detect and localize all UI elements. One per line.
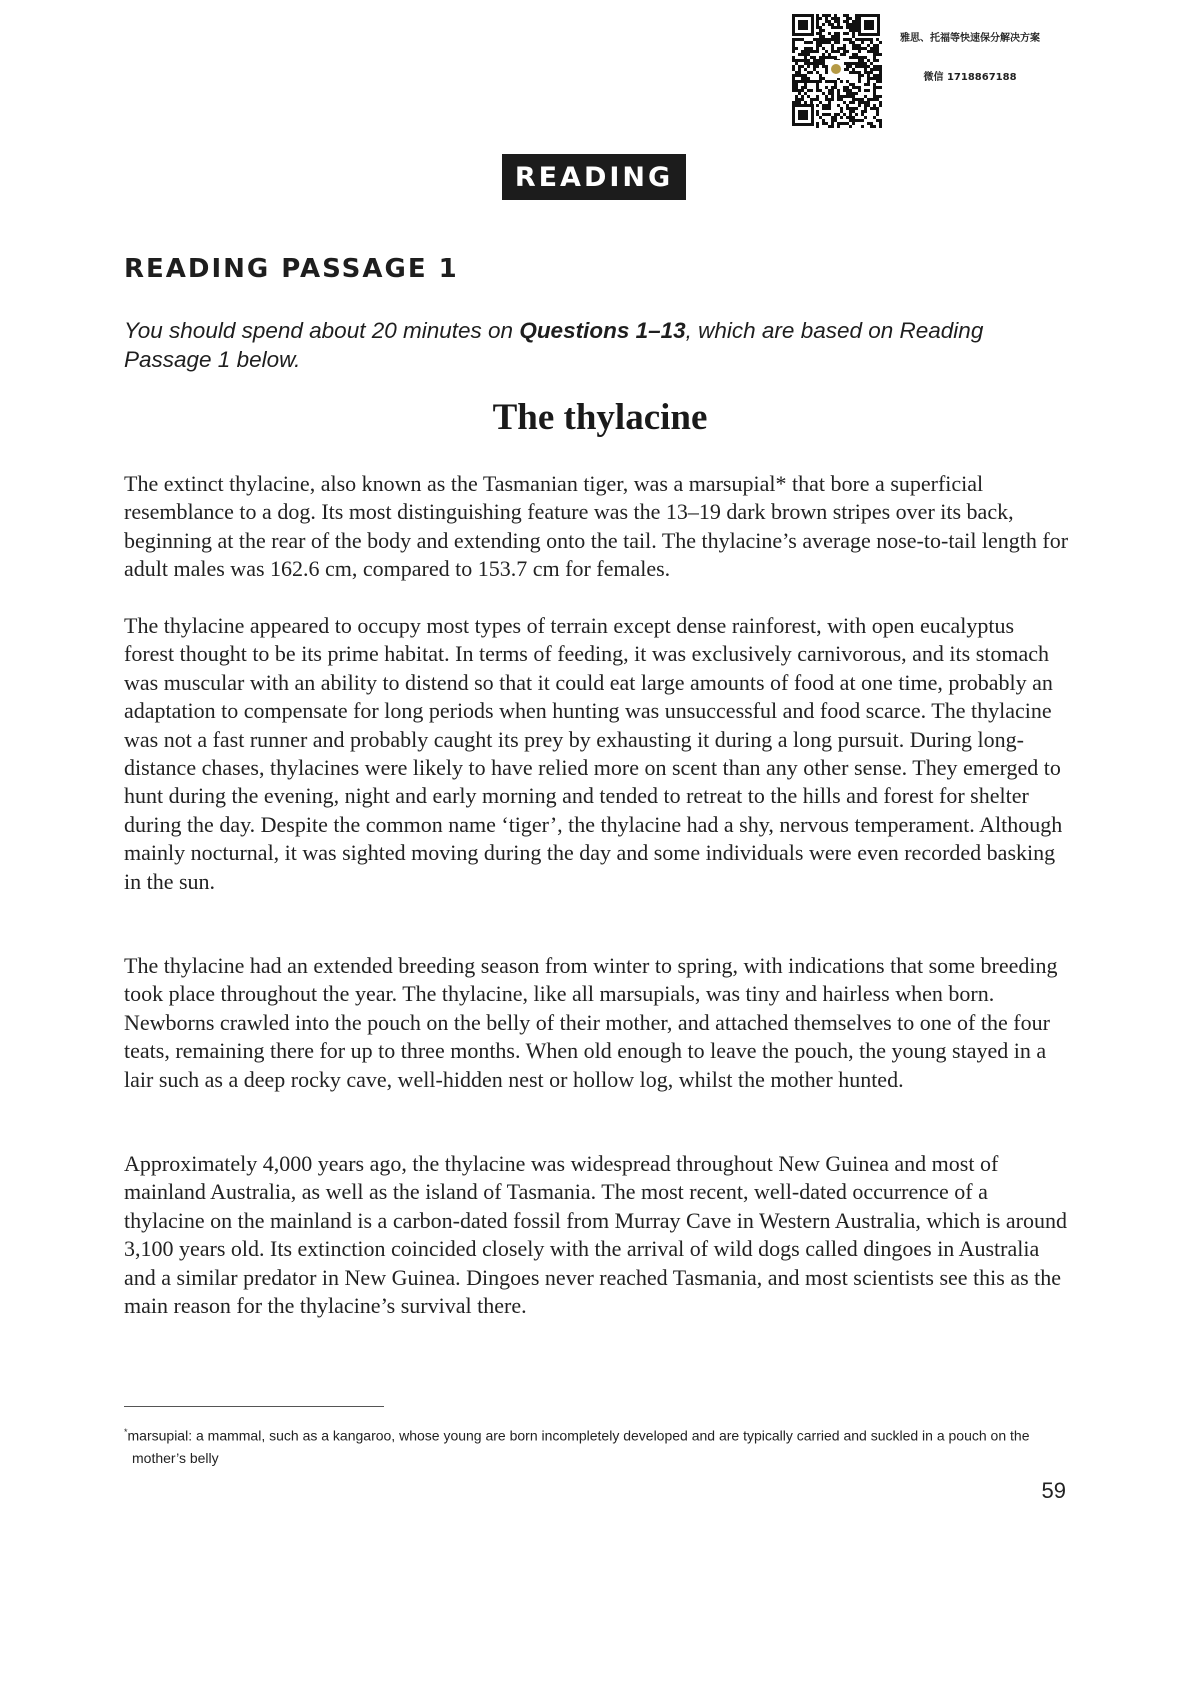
- paragraph-4: Approximately 4,000 years ago, the thylacine was widespread throughout New Guinea and most of mainland Australia, as well as the island of Tasmania. The most recent, well-dated occurrence of a thylacine on the mainland is a carbon-dated fossil from Murray Cave in Western Australia, which is around 3,100 years old. Its extinction coincided closely with the arrival of wild dogs called dingoes in Australia and a similar predator in New Guinea. Dingoes never reached Tasmania, and most scientists see this as the main reason for the thylacine’s survival there.: [124, 1151, 1067, 1319]
- qr-caption: [890, 28, 1050, 86]
- instructions: [124, 316, 1054, 374]
- article-title: The thylacine: [492, 397, 708, 438]
- footnote-text: marsupial: a mammal, such as a kangaroo, whose young are born incompletely developed and are typically carried and suckled in a pouch on the mother’s belly: [127, 1427, 1030, 1466]
- reading-banner: READING: [502, 154, 686, 200]
- footnote-marker: *: [124, 1427, 128, 1437]
- footnote-divider: [124, 1406, 384, 1407]
- instructions-part1: You should spend about 20 minutes on: [124, 318, 520, 343]
- paragraph-1: The extinct thylacine, also known as the Tasmanian tiger, was a marsupial* that bore a superficial resemblance to a dog. Its most distinguishing feature was the 13–19 dark brown stripes over its back, beginning at the rear of the body and extending onto the tail. The thylacine’s average nose-to-tail length for adult males was 162.6 cm, compared to 153.7 cm for females.: [124, 471, 1069, 582]
- qr-caption-line1: 雅思、托福等快速保分解决方案: [900, 33, 1040, 44]
- qr-code-icon: [790, 12, 882, 128]
- instructions-part2: , which are based on Reading Passage 1 below.: [124, 318, 984, 372]
- page-number: 59: [1041, 1478, 1066, 1503]
- passage-heading: READING PASSAGE 1: [124, 254, 459, 284]
- paragraph-3: The thylacine had an extended breeding season from winter to spring, with indications that some breeding took place throughout the year. The thylacine, like all marsupials, was tiny and hairless when born. Newborns crawled into the pouch on the belly of their mother, and attached themselves to one of the four teats, remaining there for up to three months. When old enough to leave the pouch, the young stayed in a lair such as a deep rocky cave, well-hidden nest or hollow log, whilst the mother hunted.: [124, 953, 1058, 1092]
- instructions-questions: Questions 1–13: [519, 318, 686, 343]
- qr-caption-line2: 微信 1718867188: [923, 72, 1017, 83]
- paragraph-2: The thylacine appeared to occupy most types of terrain except dense rainforest, with open eucalyptus forest thought to be its prime habitat. In terms of feeding, it was exclusively carnivorous, and its stomach was muscular with an ability to distend so that it could eat large amounts of food at one time, probably an adaptation to compensate for long periods when hunting was unsuccessful and food scarce. The thylacine was not a fast runner and probably caught its prey by exhausting it during a long pursuit. During long-distance chases, thylacines were likely to have relied more on scent than any other sense. They emerged to hunt during the evening, night and early morning and tended to retreat to the hills and forest for shelter during the day. Despite the common name ‘tiger’, the thylacine had a shy, nervous temperament. Although mainly nocturnal, it was sighted moving during the day and some individuals were even recorded basking in the sun.: [124, 613, 1063, 894]
- footnote: [124, 1421, 1057, 1469]
